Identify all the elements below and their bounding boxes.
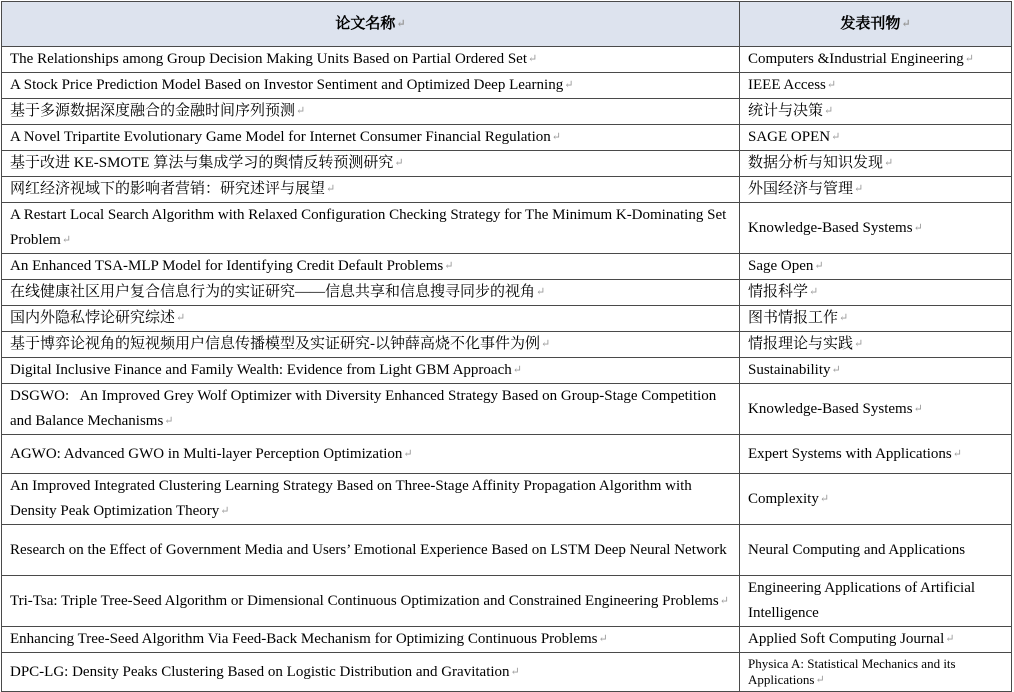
paper-title: 基于博弈论视角的短视频用户信息传播模型及实证研究-以钟薛高烧不化事件为例 ↵ — [2, 332, 740, 358]
journal-name: 情报理论与实践 ↵ — [740, 332, 1012, 358]
journal-name: Complexity ↵ — [740, 474, 1012, 525]
journal-name: Applied Soft Computing Journal ↵ — [740, 627, 1012, 653]
journal-name: 情报科学 ↵ — [740, 280, 1012, 306]
table-row — [2, 435, 1012, 474]
paper-title: Enhancing Tree-Seed Algorithm Via Feed-Back Mechanism for Optimizing Continuous Problems ↵ — [2, 627, 740, 653]
journal-name: 统计与决策 ↵ — [740, 99, 1012, 125]
paper-title: DPC-LG: Density Peaks Clustering Based on Logistic Distribution and Gravitation ↵ — [2, 653, 740, 692]
table-row — [2, 627, 1012, 653]
journal-name: Sage Open ↵ — [740, 254, 1012, 280]
paper-title: 网红经济视域下的影响者营销：研究述评与展望 ↵ — [2, 177, 740, 203]
papers-table — [1, 1, 1012, 692]
table-row — [2, 358, 1012, 384]
journal-name: 图书情报工作 ↵ — [740, 306, 1012, 332]
journal-name: Engineering Applications of Artificial Intelligence — [740, 576, 1012, 627]
journal-name: 数据分析与知识发现 ↵ — [740, 151, 1012, 177]
paper-title: 国内外隐私悖论研究综述 ↵ — [2, 306, 740, 332]
paper-title: A Restart Local Search Algorithm with Relaxed Configuration Checking Strategy for The Minimum K-Dominating Set Problem ↵ — [2, 203, 740, 254]
journal-name: IEEE Access ↵ — [740, 73, 1012, 99]
journal-name: Sustainability ↵ — [740, 358, 1012, 384]
journal-name: Knowledge-Based Systems ↵ — [740, 203, 1012, 254]
journal-name: Neural Computing and Applications — [740, 525, 1012, 576]
table-row — [2, 47, 1012, 73]
paper-title: An Improved Integrated Clustering Learning Strategy Based on Three-Stage Affinity Propagation Algorithm with Density Peak Optimization Theory ↵ — [2, 474, 740, 525]
table-row — [2, 576, 1012, 627]
journal-name: Knowledge-Based Systems ↵ — [740, 384, 1012, 435]
paper-title: Tri-Tsa: Triple Tree-Seed Algorithm or Dimensional Continuous Optimization and Constrained Engineering Problems ↵ — [2, 576, 740, 627]
table-row — [2, 474, 1012, 525]
table-row — [2, 203, 1012, 254]
journal-name: Expert Systems with Applications ↵ — [740, 435, 1012, 474]
table-row — [2, 73, 1012, 99]
table-row — [2, 99, 1012, 125]
header-row — [2, 2, 1012, 47]
journal-name: 外国经济与管理 ↵ — [740, 177, 1012, 203]
table-row — [2, 384, 1012, 435]
paper-title: 基于多源数据深度融合的金融时间序列预测 ↵ — [2, 99, 740, 125]
journal-name: Computers &Industrial Engineering ↵ — [740, 47, 1012, 73]
paper-title: An Enhanced TSA-MLP Model for Identifying Credit Default Problems ↵ — [2, 254, 740, 280]
header-title: 论文名称 ↵ — [2, 2, 740, 47]
table-row — [2, 332, 1012, 358]
paper-title: A Novel Tripartite Evolutionary Game Model for Internet Consumer Financial Regulation ↵ — [2, 125, 740, 151]
table-row — [2, 125, 1012, 151]
header-journal: 发表刊物 ↵ — [740, 2, 1012, 47]
table-row — [2, 653, 1012, 692]
paper-title: 在线健康社区用户复合信息行为的实证研究——信息共享和信息搜寻同步的视角 ↵ — [2, 280, 740, 306]
paper-title: Digital Inclusive Finance and Family Wealth: Evidence from Light GBM Approach ↵ — [2, 358, 740, 384]
table-row — [2, 151, 1012, 177]
journal-name: Physica A: Statistical Mechanics and its Applications ↵ — [740, 653, 1012, 692]
journal-name: SAGE OPEN ↵ — [740, 125, 1012, 151]
paper-title: Research on the Effect of Government Media and Users’ Emotional Experience Based on LSTM Deep Neural Network — [2, 525, 740, 576]
table-row — [2, 280, 1012, 306]
table-row — [2, 254, 1012, 280]
paper-title: The Relationships among Group Decision Making Units Based on Partial Ordered Set ↵ — [2, 47, 740, 73]
paper-title: DSGWO: An Improved Grey Wolf Optimizer with Diversity Enhanced Strategy Based on Group-Stage Competition and Balance Mechanisms ↵ — [2, 384, 740, 435]
paper-title: A Stock Price Prediction Model Based on Investor Sentiment and Optimized Deep Learning ↵ — [2, 73, 740, 99]
paper-title: AGWO: Advanced GWO in Multi-layer Perception Optimization ↵ — [2, 435, 740, 474]
table-row — [2, 306, 1012, 332]
table-row — [2, 525, 1012, 576]
table-row — [2, 177, 1012, 203]
paper-title: 基于改进 KE-SMOTE 算法与集成学习的舆情反转预测研究 ↵ — [2, 151, 740, 177]
